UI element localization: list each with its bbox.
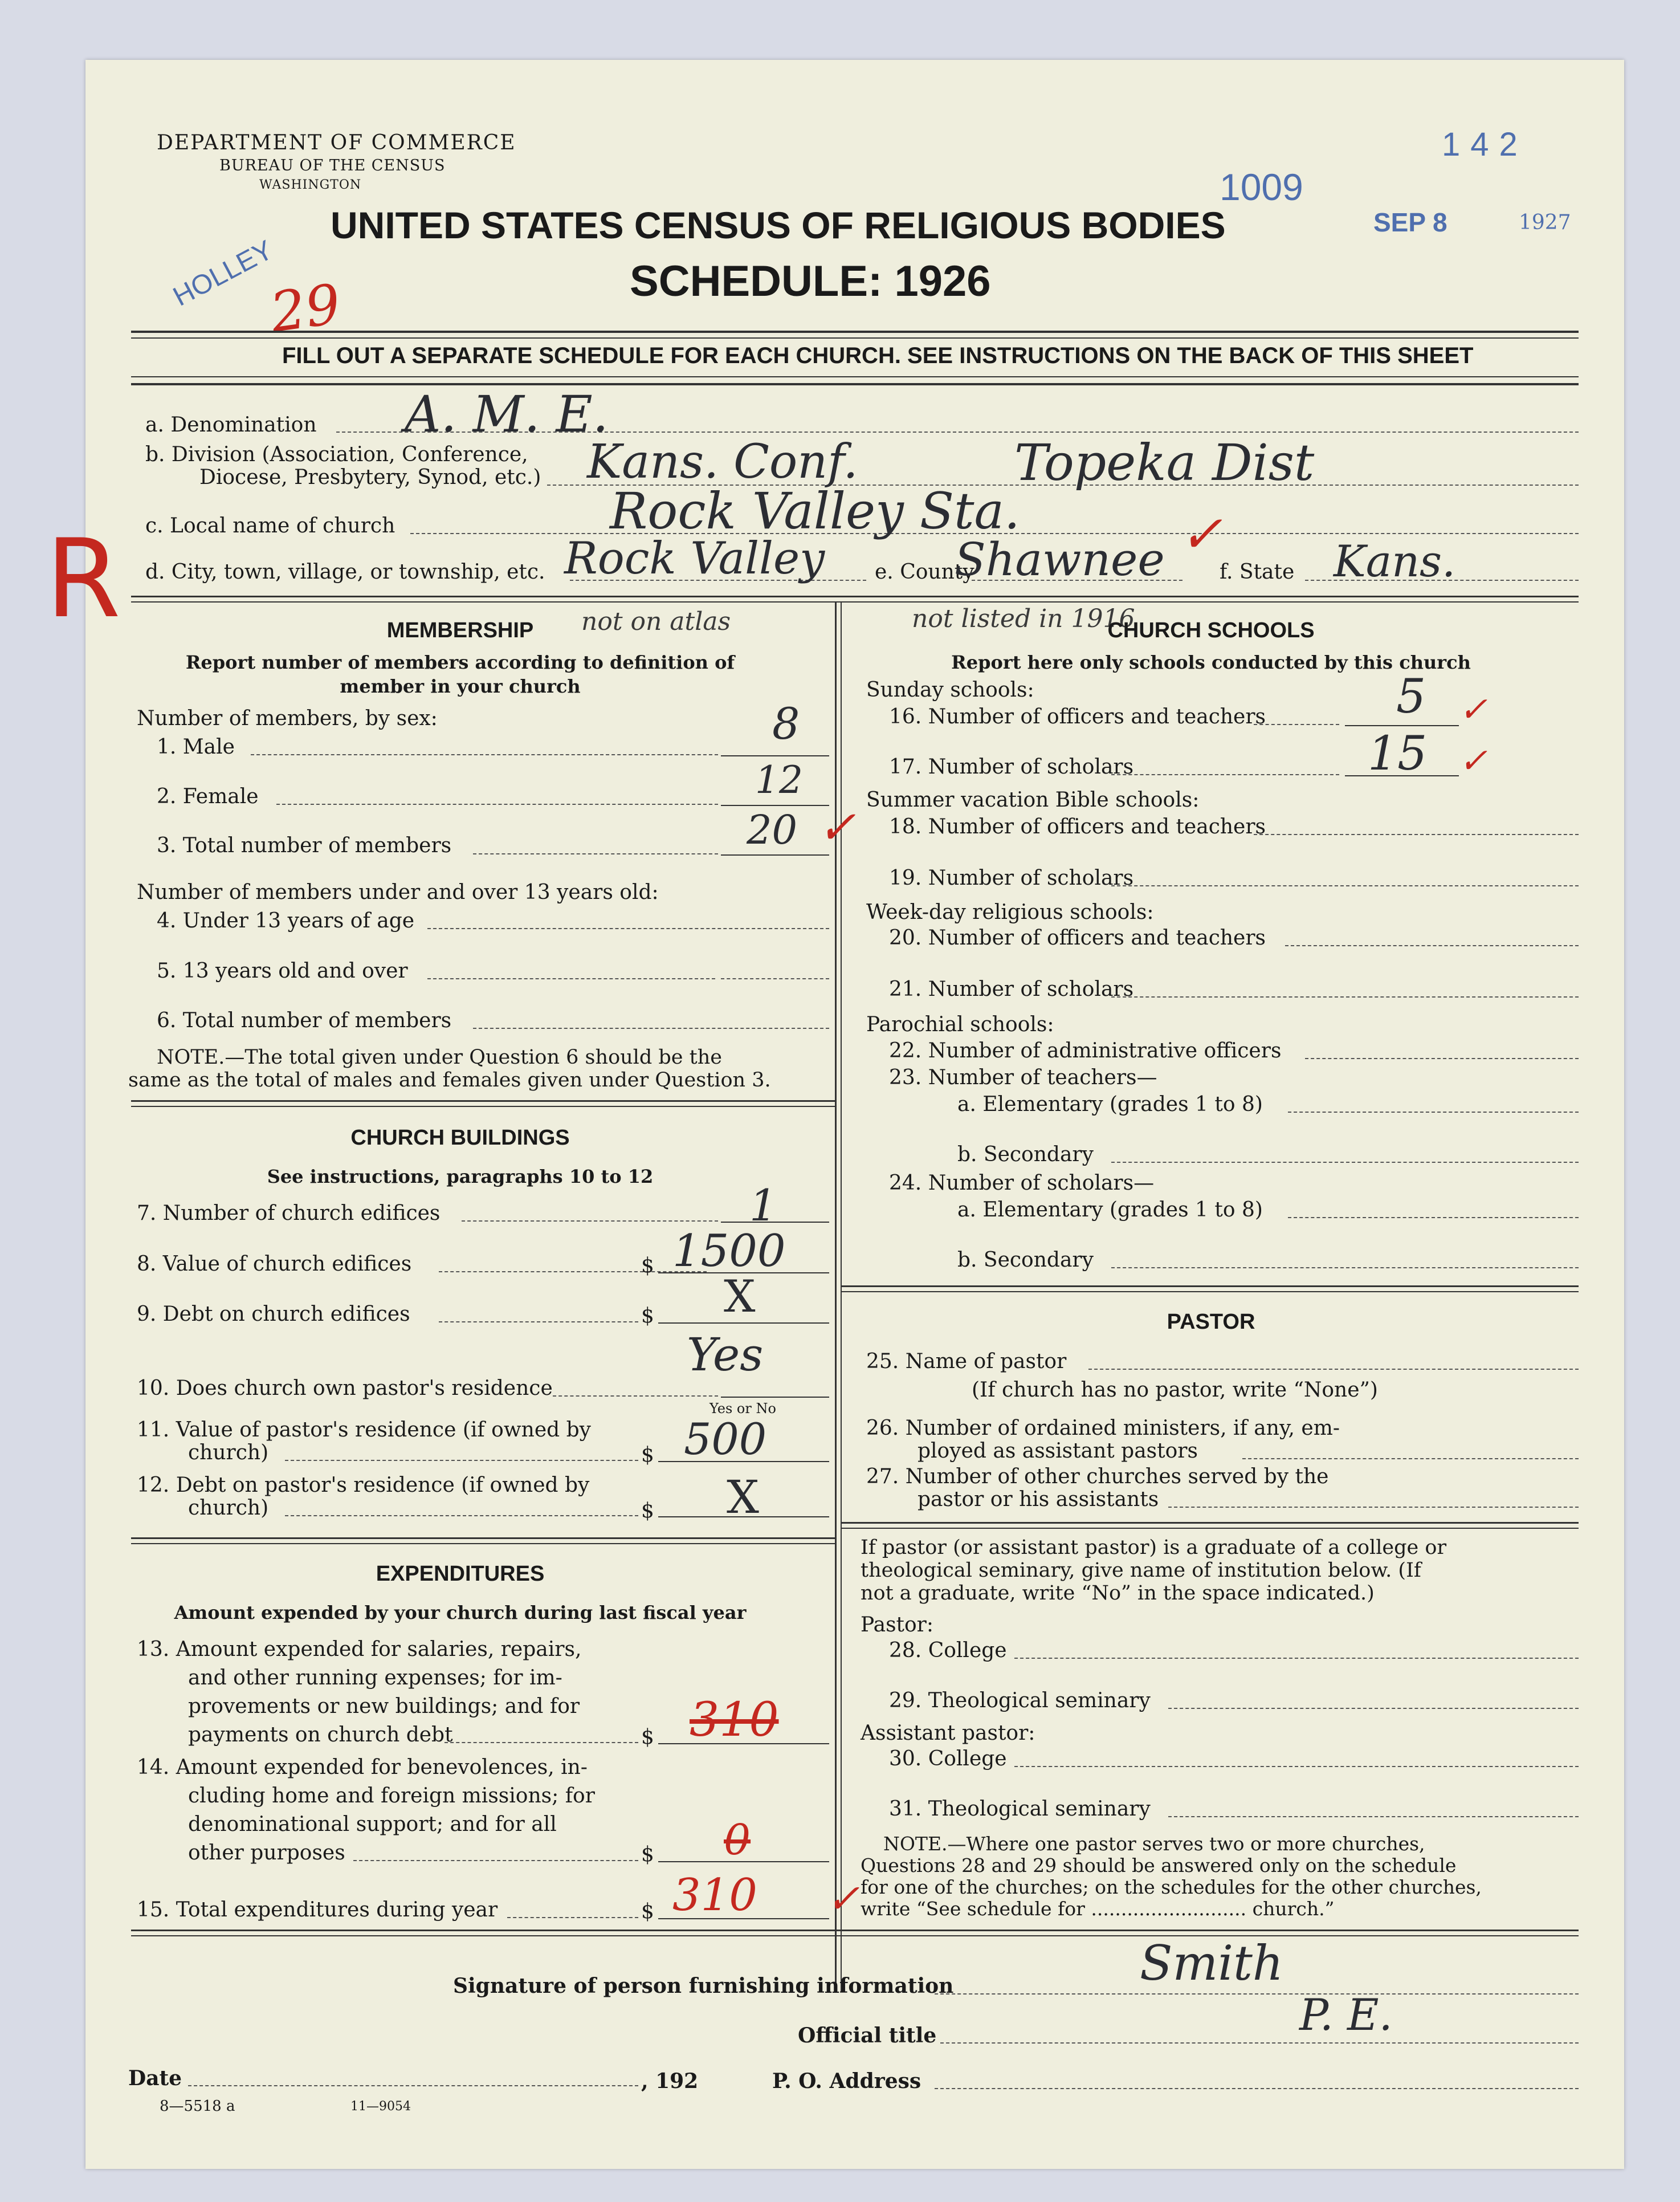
rule	[131, 383, 1579, 385]
holley-annotation: HOLLEY	[168, 234, 278, 312]
department-label: DEPARTMENT OF COMMERCE	[157, 131, 516, 154]
q12-label-2: church)	[188, 1496, 269, 1520]
schools-heading: CHURCH SCHOOLS	[1107, 618, 1315, 642]
q21-leader	[1111, 996, 1579, 998]
official-title-line	[940, 2042, 1579, 2044]
q26-label-2: ployed as assistant pastors	[918, 1439, 1198, 1463]
buildings-intro: See instructions, paragraphs 10 to 12	[267, 1166, 654, 1187]
q27-label-2: pastor or his assistants	[918, 1488, 1159, 1511]
signature-label: Signature of person furnishing information	[453, 1974, 954, 1998]
dollar-sign: $	[641, 1254, 654, 1277]
rule	[131, 331, 1579, 333]
rule	[131, 1930, 1579, 1931]
pastor-note-4: write “See schedule for .......................... church.”	[861, 1898, 1335, 1920]
q19-label: 19. Number of scholars	[889, 866, 1134, 890]
q30-leader	[1014, 1766, 1579, 1767]
q5-label: 5. 13 years old and over	[157, 959, 408, 983]
q17-value[interactable]: 15	[1368, 727, 1428, 781]
q27-label-1: 27. Number of other churches served by the	[866, 1465, 1329, 1488]
q30-label: 30. College	[889, 1747, 1007, 1770]
pastor-note-1: NOTE.—Where one pastor serves two or more churches,	[883, 1833, 1425, 1855]
q18-leader	[1254, 834, 1579, 835]
q15-label: 15. Total expenditures during year	[137, 1898, 498, 1922]
q25-label: 25. Name of pastor	[866, 1350, 1067, 1373]
graduate-note-1: If pastor (or assistant pastor) is a graduate of a college or	[861, 1536, 1447, 1559]
q2-value[interactable]: 12	[755, 758, 803, 802]
q4-leader	[427, 928, 829, 929]
date-label: Date	[128, 2066, 182, 2090]
atlas-note: not on atlas	[581, 607, 731, 636]
q9-leader	[439, 1321, 638, 1322]
rule	[131, 1935, 1579, 1936]
check-mark-icon: ✓	[1180, 504, 1223, 564]
q8-label: 8. Value of church edifices	[137, 1252, 412, 1276]
q6-label: 6. Total number of members	[157, 1009, 452, 1032]
q2-leader	[276, 804, 718, 805]
q3-leader	[473, 853, 718, 854]
county-label: e. County	[875, 560, 974, 584]
sunday-label: Sunday schools:	[866, 678, 1034, 702]
expenditures-heading: EXPENDITURES	[376, 1562, 545, 1586]
q1-label: 1. Male	[157, 735, 235, 759]
q26-leader	[1242, 1458, 1579, 1459]
q4-label: 4. Under 13 years of age	[157, 909, 415, 933]
q24a-label: a. Elementary (grades 1 to 8)	[957, 1198, 1263, 1222]
q16-label: 16. Number of officers and teachers	[889, 705, 1266, 728]
q13-label-3: provements or new buildings; and for	[188, 1695, 580, 1718]
red-r-annotation: R	[46, 516, 121, 642]
q3-label: 3. Total number of members	[157, 834, 452, 857]
q12-label-1: 12. Debt on pastor's residence (if owned by	[137, 1474, 590, 1497]
q12-value[interactable]: X	[727, 1471, 759, 1524]
stamp-date: SEP 8	[1373, 207, 1447, 237]
check-mark-icon: ✓	[826, 1875, 860, 1922]
q23b-label: b. Secondary	[957, 1143, 1094, 1166]
q1-leader	[251, 754, 718, 755]
q1-value[interactable]: 8	[772, 698, 800, 749]
q10-value[interactable]: Yes	[687, 1328, 764, 1381]
division-value-2[interactable]: Topeka Dist	[1014, 433, 1315, 492]
stamp-year: 1927	[1519, 211, 1571, 234]
rule	[131, 1537, 835, 1539]
q13-label-2: and other running expenses; for im-	[188, 1666, 562, 1690]
local-name-label: c. Local name of church	[145, 514, 395, 538]
q15-leader	[507, 1917, 638, 1918]
rule	[131, 1100, 835, 1102]
rule	[131, 337, 1579, 339]
rule	[841, 1285, 1579, 1287]
q28-label: 28. College	[889, 1639, 1007, 1662]
signature-line	[935, 1993, 1579, 1995]
division-value-1[interactable]: Kans. Conf.	[587, 435, 858, 489]
denomination-label: a. Denomination	[145, 413, 317, 437]
q11-value[interactable]: 500	[684, 1414, 767, 1464]
q13-label-1: 13. Amount expended for salaries, repairs,	[137, 1638, 582, 1661]
q8-value[interactable]: 1500	[672, 1226, 786, 1277]
q15-value[interactable]: 310	[672, 1870, 757, 1921]
q20-leader	[1285, 945, 1579, 946]
q23-label: 23. Number of teachers—	[889, 1066, 1157, 1089]
q7-label: 7. Number of church edifices	[137, 1202, 441, 1225]
membership-intro-2: member in your church	[340, 675, 581, 697]
q17-leader	[1111, 774, 1339, 775]
q14-label-3: denominational support; and for all	[188, 1813, 557, 1836]
listed-note: not listed in 1916	[912, 604, 1135, 633]
expenditures-intro: Amount expended by your church during last fiscal year	[174, 1602, 747, 1623]
dollar-sign: $	[641, 1499, 654, 1523]
q1-line	[721, 755, 829, 756]
q9-label: 9. Debt on church edifices	[137, 1303, 410, 1326]
q16-leader	[1254, 724, 1339, 725]
local-name-value[interactable]: Rock Valley Sta.	[610, 482, 1020, 540]
q23b-leader	[1111, 1162, 1579, 1163]
q18-label: 18. Number of officers and teachers	[889, 815, 1266, 839]
q24a-leader	[1288, 1217, 1579, 1218]
signature-value[interactable]: Smith	[1140, 1935, 1283, 1991]
q2-line	[721, 805, 829, 806]
q14-label-2: cluding home and foreign missions; for	[188, 1784, 595, 1808]
dollar-sign: $	[641, 1725, 654, 1749]
q21-label: 21. Number of scholars	[889, 978, 1134, 1001]
q25-leader	[1088, 1369, 1579, 1370]
q17-label: 17. Number of scholars	[889, 755, 1134, 779]
stamp-number: 1009	[1220, 166, 1303, 208]
official-title-label: Official title	[798, 2024, 937, 2048]
q13-leader	[445, 1742, 638, 1743]
state-value[interactable]: Kans.	[1334, 536, 1456, 587]
q25-hint: (If church has no pastor, write “None”)	[972, 1378, 1378, 1402]
q9-value[interactable]: X	[724, 1271, 756, 1322]
red-number-annotation: 29	[266, 272, 345, 345]
q24b-label: b. Secondary	[957, 1248, 1094, 1272]
print-number: 11—9054	[350, 2099, 411, 2114]
city-value[interactable]: Rock Valley	[564, 533, 825, 584]
q31-label: 31. Theological seminary	[889, 1797, 1151, 1821]
q14-label-4: other purposes	[188, 1841, 345, 1865]
q14-leader	[353, 1860, 638, 1861]
pastor-note-2: Questions 28 and 29 should be answered only on the schedule	[861, 1854, 1457, 1877]
census-schedule-sheet	[46, 60, 1624, 2169]
check-mark-icon: ✓	[818, 801, 857, 854]
q7-value[interactable]: 1	[749, 1180, 777, 1231]
check-mark-icon: ✓	[1459, 741, 1488, 781]
q13-label-4: payments on church debt	[188, 1723, 453, 1747]
q26-label-1: 26. Number of ordained ministers, if any, em-	[866, 1417, 1340, 1440]
pastor-heading: PASTOR	[1167, 1310, 1255, 1334]
q29-label: 29. Theological seminary	[889, 1689, 1151, 1712]
buildings-heading: CHURCH BUILDINGS	[350, 1126, 570, 1150]
rule	[841, 1528, 1579, 1529]
pastor-label: Pastor:	[861, 1613, 934, 1637]
official-title-value[interactable]: P. E.	[1299, 1989, 1393, 2040]
rule	[841, 1291, 1579, 1292]
county-value[interactable]: Shawnee	[955, 533, 1165, 586]
form-number: 8—5518 a	[160, 2098, 235, 2115]
q10-hint: Yes or No	[709, 1401, 776, 1417]
membership-heading: MEMBERSHIP	[386, 618, 534, 642]
q22-leader	[1305, 1058, 1579, 1059]
date-line	[188, 2085, 638, 2086]
q3-line	[721, 854, 829, 856]
form-subtitle: SCHEDULE: 1926	[630, 257, 991, 306]
q11-label-2: church)	[188, 1441, 269, 1464]
q12-leader	[285, 1515, 638, 1516]
q13-value[interactable]: 310	[690, 1693, 779, 1747]
graduate-note-3: not a graduate, write “No” in the space indicated.)	[861, 1582, 1375, 1605]
parochial-label: Parochial schools:	[866, 1013, 1054, 1036]
dollar-sign: $	[641, 1443, 654, 1467]
q2-label: 2. Female	[157, 785, 259, 808]
division-label-1: b. Division (Association, Conference,	[145, 443, 528, 466]
city-label: WASHINGTON	[259, 178, 362, 192]
q11-leader	[285, 1460, 638, 1461]
q16-line	[1345, 725, 1459, 726]
membership-note-1: NOTE.—The total given under Question 6 should be the	[157, 1046, 722, 1069]
assistant-pastor-label: Assistant pastor:	[861, 1721, 1035, 1745]
q28-leader	[1014, 1658, 1579, 1659]
pastor-note-3: for one of the churches; on the schedules for the other churches,	[861, 1876, 1482, 1898]
dollar-sign: $	[641, 1304, 654, 1328]
q5-line	[721, 978, 829, 979]
q14-label-1: 14. Amount expended for benevolences, in-	[137, 1756, 588, 1779]
city-label: d. City, town, village, or township, etc.	[145, 560, 545, 584]
q10-label: 10. Does church own pastor's residence	[137, 1377, 553, 1400]
q23a-label: a. Elementary (grades 1 to 8)	[957, 1093, 1263, 1116]
q27-leader	[1168, 1507, 1579, 1508]
po-address-label: P. O. Address	[772, 2069, 921, 2093]
po-address-line	[935, 2088, 1579, 2089]
q10-line	[721, 1397, 829, 1398]
check-mark-icon: ✓	[1459, 690, 1488, 730]
q24-label: 24. Number of scholars—	[889, 1171, 1155, 1195]
by-sex-label: Number of members, by sex:	[137, 707, 438, 730]
q10-leader	[553, 1395, 718, 1397]
summer-label: Summer vacation Bible schools:	[866, 788, 1200, 812]
division-label-2: Diocese, Presbytery, Synod, etc.)	[199, 466, 541, 489]
page-number: 142	[1442, 126, 1528, 163]
q11-label-1: 11. Value of pastor's residence (if owned by	[137, 1418, 592, 1442]
q5-leader	[427, 978, 715, 979]
q31-leader	[1168, 1816, 1579, 1817]
q20-label: 20. Number of officers and teachers	[889, 926, 1266, 950]
denomination-value[interactable]: A. M. E.	[405, 385, 609, 443]
state-label: f. State	[1220, 560, 1295, 584]
schools-intro: Report here only schools conducted by this church	[951, 652, 1471, 673]
q23a-leader	[1288, 1112, 1579, 1113]
membership-intro-1: Report number of members according to definition of	[185, 652, 735, 673]
q7-leader	[462, 1220, 718, 1222]
q29-leader	[1168, 1708, 1579, 1709]
q16-value[interactable]: 5	[1396, 670, 1426, 724]
rule	[131, 1106, 835, 1107]
by-age-label: Number of members under and over 13 years old:	[137, 881, 659, 904]
form-title: UNITED STATES CENSUS OF RELIGIOUS BODIES	[331, 204, 1226, 246]
graduate-note-2: theological seminary, give name of institution below. (If	[861, 1559, 1421, 1582]
rule	[131, 376, 1579, 377]
q19-leader	[1111, 885, 1579, 886]
rule	[841, 1522, 1579, 1524]
date-year: , 192	[641, 2069, 699, 2093]
rule	[131, 1543, 835, 1544]
rule	[131, 596, 1579, 597]
q9-line	[658, 1322, 829, 1324]
q24b-leader	[1111, 1267, 1579, 1268]
bureau-label: BUREAU OF THE CENSUS	[219, 157, 446, 174]
q22-label: 22. Number of administrative officers	[889, 1039, 1282, 1063]
q3-value[interactable]: 20	[747, 807, 798, 853]
q14-value[interactable]: 0	[724, 1816, 751, 1865]
dollar-sign: $	[641, 1843, 654, 1866]
instructions-banner: FILL OUT A SEPARATE SCHEDULE FOR EACH CHURCH. SEE INSTRUCTIONS ON THE BACK OF THIS SHEET	[282, 343, 1474, 368]
q6-leader	[473, 1028, 829, 1029]
membership-note-2: same as the total of males and females given under Question 3.	[128, 1069, 771, 1092]
weekday-label: Week-day religious schools:	[866, 901, 1154, 924]
rule	[131, 601, 1579, 603]
dollar-sign: $	[641, 1900, 654, 1923]
